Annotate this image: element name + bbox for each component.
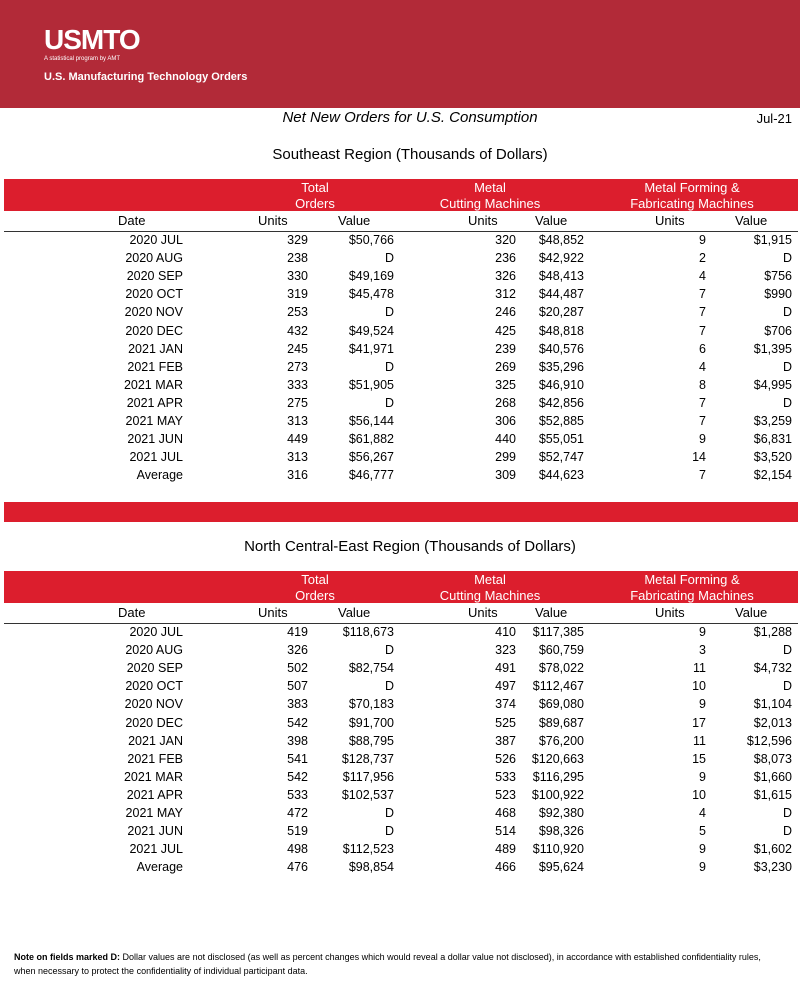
table-row [0,269,800,287]
region-title: Southeast Region (Thousands of Dollars) [272,146,548,163]
table-row [0,342,800,360]
metal-cutting-header-l2: Cutting Machines [439,196,541,211]
total-value-cell: D [384,305,394,320]
date-cell: 2020 JUL [129,233,183,247]
total-units-cell: 275 [287,395,308,410]
table-row [0,679,800,697]
date-column-label: Date [118,605,146,620]
metal-units-cell: 489 [495,842,516,857]
metal-value-cell: $44,487 [538,287,584,302]
table-row [0,305,800,323]
total-value-cell: $102,537 [341,787,394,802]
metal-cutting-header-l1: Metal [474,572,506,587]
report-header [0,0,800,108]
total-value-cell: $128,737 [341,751,394,766]
total-units-cell: 326 [287,643,308,658]
metal-units-cell: 491 [495,661,516,676]
date-cell: 2021 JAN [128,733,183,748]
table-row [0,770,800,788]
date-cell: 2021 JAN [128,341,183,356]
forming-units-cell: 9 [699,625,706,639]
units-column-label: Units [468,605,498,620]
metal-value-cell: $116,295 [532,769,584,784]
forming-value-cell: $3,230 [753,860,792,875]
forming-value-cell: $3,520 [753,450,792,465]
forming-units-cell: 3 [699,643,706,658]
total-units-cell: 273 [287,359,308,374]
metal-value-cell: $20,287 [538,305,584,320]
average-row [0,860,800,878]
metal-value-cell: $120,663 [531,751,584,766]
total-value-cell: D [384,251,394,266]
total-value-cell: D [384,824,394,839]
forming-units-cell: 7 [699,414,706,428]
total-value-cell: $70,183 [348,697,394,712]
total-units-cell: 507 [287,679,308,694]
table-row [0,233,800,251]
total-orders-header-l1: Total [301,572,329,587]
metal-units-cell: 299 [495,450,516,465]
metal-units-cell: 246 [495,305,516,320]
metal-units-cell: 312 [495,287,516,302]
forming-value-cell: $1,615 [753,787,792,802]
metal-value-cell: $44,623 [538,468,584,483]
forming-units-cell: 8 [699,377,706,392]
total-units-cell: 472 [287,806,308,820]
table-row [0,396,800,414]
table-row [0,734,800,752]
metal-units-cell: 326 [495,269,516,284]
total-value-cell: $50,766 [348,233,394,247]
total-units-cell: 319 [287,287,308,302]
metal-value-cell: $112,467 [532,679,584,694]
metal-value-cell: $35,296 [538,359,584,374]
metal-units-cell: 325 [495,377,516,392]
confidentiality-note [14,950,784,978]
forming-value-cell: D [782,643,792,658]
units-column-label: Units [468,213,498,228]
total-value-cell: $88,795 [348,733,394,748]
forming-value-cell: $12,596 [746,733,792,748]
total-units-cell: 502 [287,661,308,676]
total-units-cell: 313 [287,450,308,465]
table-row [0,788,800,806]
table-row [0,697,800,715]
report-date: Jul-21 [756,111,792,126]
metal-units-cell: 239 [495,341,516,356]
forming-units-cell: 7 [699,323,706,338]
forming-value-cell: $8,073 [753,751,792,766]
forming-units-cell: 4 [699,269,706,284]
metal-units-cell: 387 [495,733,516,748]
date-cell: 2020 NOV [124,697,183,712]
date-cell: 2021 FEB [127,751,183,766]
total-units-cell: 333 [287,377,308,392]
table-row [0,360,800,378]
forming-units-cell: 6 [699,341,706,356]
units-column-label: Units [258,213,288,228]
total-value-cell: $49,169 [348,269,394,284]
forming-value-cell: $1,288 [753,625,792,639]
metal-units-cell: 268 [495,395,516,410]
metal-forming-header-l2: Fabricating Machines [630,196,754,211]
total-value-cell: D [384,643,394,658]
forming-units-cell: 9 [699,842,706,857]
date-cell: 2020 AUG [125,643,183,658]
metal-value-cell: $69,080 [538,697,584,712]
metal-value-cell: $52,747 [538,450,584,465]
units-column-label: Units [655,605,685,620]
metal-units-cell: 526 [495,751,516,766]
average-row [0,468,800,486]
metal-value-cell: $100,922 [531,787,584,802]
metal-value-cell: $110,920 [532,842,584,857]
metal-value-cell: $98,326 [538,824,584,839]
forming-units-cell: 9 [699,697,706,712]
total-value-cell: $56,267 [348,450,394,465]
total-value-cell: D [384,395,394,410]
total-units-cell: 533 [287,787,308,802]
forming-value-cell: $1,602 [753,842,792,857]
date-cell: 2021 JUL [129,842,183,857]
note-label: Note on fields marked D: [14,952,121,962]
metal-units-cell: 440 [495,432,516,447]
total-units-cell: 542 [287,769,308,784]
total-value-cell: $51,905 [348,377,394,392]
total-value-cell: $45,478 [348,287,394,302]
date-cell: 2020 SEP [126,661,183,676]
metal-forming-header-l1: Metal Forming & [644,180,740,195]
metal-units-cell: 320 [495,233,516,247]
total-units-cell: 245 [287,341,308,356]
forming-units-cell: 10 [692,787,706,802]
metal-units-cell: 514 [495,824,516,839]
total-orders-header-l1: Total [301,180,329,195]
total-value-cell: $91,700 [348,715,394,730]
metal-value-cell: $76,200 [538,733,584,748]
total-value-cell: $56,144 [348,414,394,428]
metal-units-cell: 410 [495,625,516,639]
metal-units-cell: 236 [495,251,516,266]
metal-units-cell: 497 [495,679,516,694]
total-value-cell: D [384,806,394,820]
value-column-label: Value [338,213,371,228]
forming-units-cell: 9 [699,769,706,784]
metal-units-cell: 306 [495,414,516,428]
total-value-cell: D [384,679,394,694]
total-units-cell: 419 [287,625,308,639]
table-row [0,432,800,450]
total-value-cell: $46,777 [348,468,394,483]
value-column-label: Value [735,605,768,620]
metal-value-cell: $60,759 [538,643,584,658]
metal-value-cell: $95,624 [538,860,584,875]
report-title: Net New Orders for U.S. Consumption [282,109,538,126]
metal-units-cell: 523 [495,787,516,802]
total-units-cell: 238 [287,251,308,266]
total-units-cell: 432 [287,323,308,338]
logo-subtitle: A statistical program by AMT [44,56,121,62]
total-units-cell: 476 [287,860,308,875]
total-units-cell: 541 [287,751,308,766]
date-cell: 2021 JUN [127,432,183,447]
date-cell: 2021 MAR [123,377,183,392]
table-row [0,661,800,679]
table-row [0,716,800,734]
metal-value-cell: $48,413 [538,269,584,284]
metal-value-cell: $42,856 [538,395,584,410]
forming-value-cell: D [782,806,792,820]
forming-units-cell: 2 [699,251,706,266]
total-value-cell: $98,854 [348,860,394,875]
metal-units-cell: 525 [495,715,516,730]
date-cell: 2021 MAY [125,414,183,428]
forming-units-cell: 7 [699,287,706,302]
forming-value-cell: D [782,359,792,374]
date-cell: 2020 NOV [124,305,183,320]
section-divider [4,502,798,522]
table-row [0,378,800,396]
forming-value-cell: D [782,305,792,320]
table-row [0,287,800,305]
date-cell: 2021 JUN [127,824,183,839]
forming-units-cell: 14 [692,450,706,465]
metal-forming-header-l1: Metal Forming & [644,572,740,587]
units-column-label: Units [258,605,288,620]
date-column-label: Date [118,213,146,228]
forming-value-cell: $1,660 [753,769,792,784]
header-underline [4,623,798,624]
metal-units-cell: 323 [495,643,516,658]
forming-value-cell: $756 [764,269,792,284]
table-row [0,625,800,643]
table-row [0,824,800,842]
date-cell: Average [136,468,183,483]
metal-value-cell: $48,852 [538,233,584,247]
forming-value-cell: $1,915 [753,233,792,247]
table-row [0,324,800,342]
metal-value-cell: $42,922 [538,251,584,266]
forming-units-cell: 9 [699,233,706,247]
forming-units-cell: 9 [699,432,706,447]
forming-value-cell: $2,154 [753,468,792,483]
table-row [0,752,800,770]
forming-units-cell: 7 [699,395,706,410]
table-row [0,806,800,824]
value-column-label: Value [535,605,568,620]
forming-value-cell: $706 [764,323,792,338]
table-row [0,842,800,860]
total-value-cell: $61,882 [348,432,394,447]
metal-units-cell: 468 [495,806,516,820]
metal-units-cell: 269 [495,359,516,374]
forming-value-cell: D [782,251,792,266]
metal-value-cell: $40,576 [538,341,584,356]
metal-cutting-header-l2: Cutting Machines [439,588,541,603]
table-row [0,450,800,468]
metal-value-cell: $46,910 [538,377,584,392]
total-value-cell: $41,971 [348,341,394,356]
forming-units-cell: 4 [699,359,706,374]
metal-value-cell: $89,687 [538,715,584,730]
forming-value-cell: $990 [764,287,792,302]
total-units-cell: 330 [287,269,308,284]
region-title: North Central-East Region (Thousands of Dollars) [244,538,576,555]
date-cell: 2021 MAR [123,769,183,784]
metal-units-cell: 466 [495,860,516,875]
forming-units-cell: 11 [693,733,706,748]
metal-value-cell: $52,885 [538,414,584,428]
metal-value-cell: $92,380 [538,806,584,820]
logo-tagline: U.S. Manufacturing Technology Orders [44,71,248,83]
total-units-cell: 498 [287,842,308,857]
date-cell: 2020 DEC [125,323,183,338]
forming-units-cell: 9 [699,860,706,875]
metal-forming-header-l2: Fabricating Machines [630,588,754,603]
date-cell: 2021 APR [126,395,183,410]
total-units-cell: 519 [287,824,308,839]
value-column-label: Value [735,213,768,228]
date-cell: 2021 APR [126,787,183,802]
total-units-cell: 329 [287,233,308,247]
forming-units-cell: 11 [693,661,706,676]
total-value-cell: $82,754 [348,661,394,676]
total-units-cell: 398 [287,733,308,748]
total-value-cell: D [384,359,394,374]
metal-cutting-header-l1: Metal [474,180,506,195]
forming-value-cell: D [782,824,792,839]
total-units-cell: 253 [287,305,308,320]
total-orders-header-l2: Orders [295,196,335,211]
metal-units-cell: 533 [495,769,516,784]
total-value-cell: $118,673 [342,625,394,639]
date-cell: 2020 OCT [125,679,183,694]
forming-value-cell: $2,013 [753,715,792,730]
date-cell: Average [136,860,183,875]
table-row [0,643,800,661]
date-cell: 2020 DEC [125,715,183,730]
date-cell: 2020 AUG [125,251,183,266]
total-units-cell: 313 [287,414,308,428]
forming-value-cell: $6,831 [753,432,792,447]
metal-value-cell: $48,818 [538,323,584,338]
date-cell: 2021 MAY [125,806,183,820]
metal-units-cell: 425 [495,323,516,338]
total-value-cell: $49,524 [348,323,394,338]
total-value-cell: $117,956 [342,769,394,784]
forming-value-cell: $1,104 [753,697,792,712]
forming-units-cell: 7 [699,305,706,320]
value-column-label: Value [535,213,568,228]
header-underline [4,231,798,232]
forming-units-cell: 5 [699,824,706,839]
total-units-cell: 449 [287,432,308,447]
table-row [0,414,800,432]
note-text: Dollar values are not disclosed (as well as percent changes which would reveal a dollar value not disclosed), in accordance with established confidentiality rules, when necessary to protect the confidentiality of individual participant data. [14,952,761,976]
total-value-cell: $112,523 [342,842,394,857]
forming-units-cell: 15 [692,751,706,766]
forming-units-cell: 10 [692,679,706,694]
metal-value-cell: $55,051 [538,432,584,447]
table-row [0,251,800,269]
forming-value-cell: $4,732 [753,661,792,676]
forming-value-cell: D [782,395,792,410]
date-cell: 2020 JUL [129,625,183,639]
metal-value-cell: $117,385 [532,625,584,639]
date-cell: 2021 FEB [127,359,183,374]
metal-units-cell: 309 [495,468,516,483]
value-column-label: Value [338,605,371,620]
forming-value-cell: D [782,679,792,694]
forming-units-cell: 17 [692,715,706,730]
usmto-logo: USMTO [44,24,140,55]
total-units-cell: 383 [287,697,308,712]
forming-value-cell: $3,259 [753,414,792,428]
metal-units-cell: 374 [495,697,516,712]
forming-units-cell: 4 [699,806,706,820]
date-cell: 2020 OCT [125,287,183,302]
total-units-cell: 316 [287,468,308,483]
forming-units-cell: 7 [699,468,706,483]
forming-value-cell: $1,395 [753,341,792,356]
units-column-label: Units [655,213,685,228]
total-units-cell: 542 [287,715,308,730]
date-cell: 2021 JUL [129,450,183,465]
total-orders-header-l2: Orders [295,588,335,603]
metal-value-cell: $78,022 [538,661,584,676]
forming-value-cell: $4,995 [753,377,792,392]
date-cell: 2020 SEP [126,269,183,284]
